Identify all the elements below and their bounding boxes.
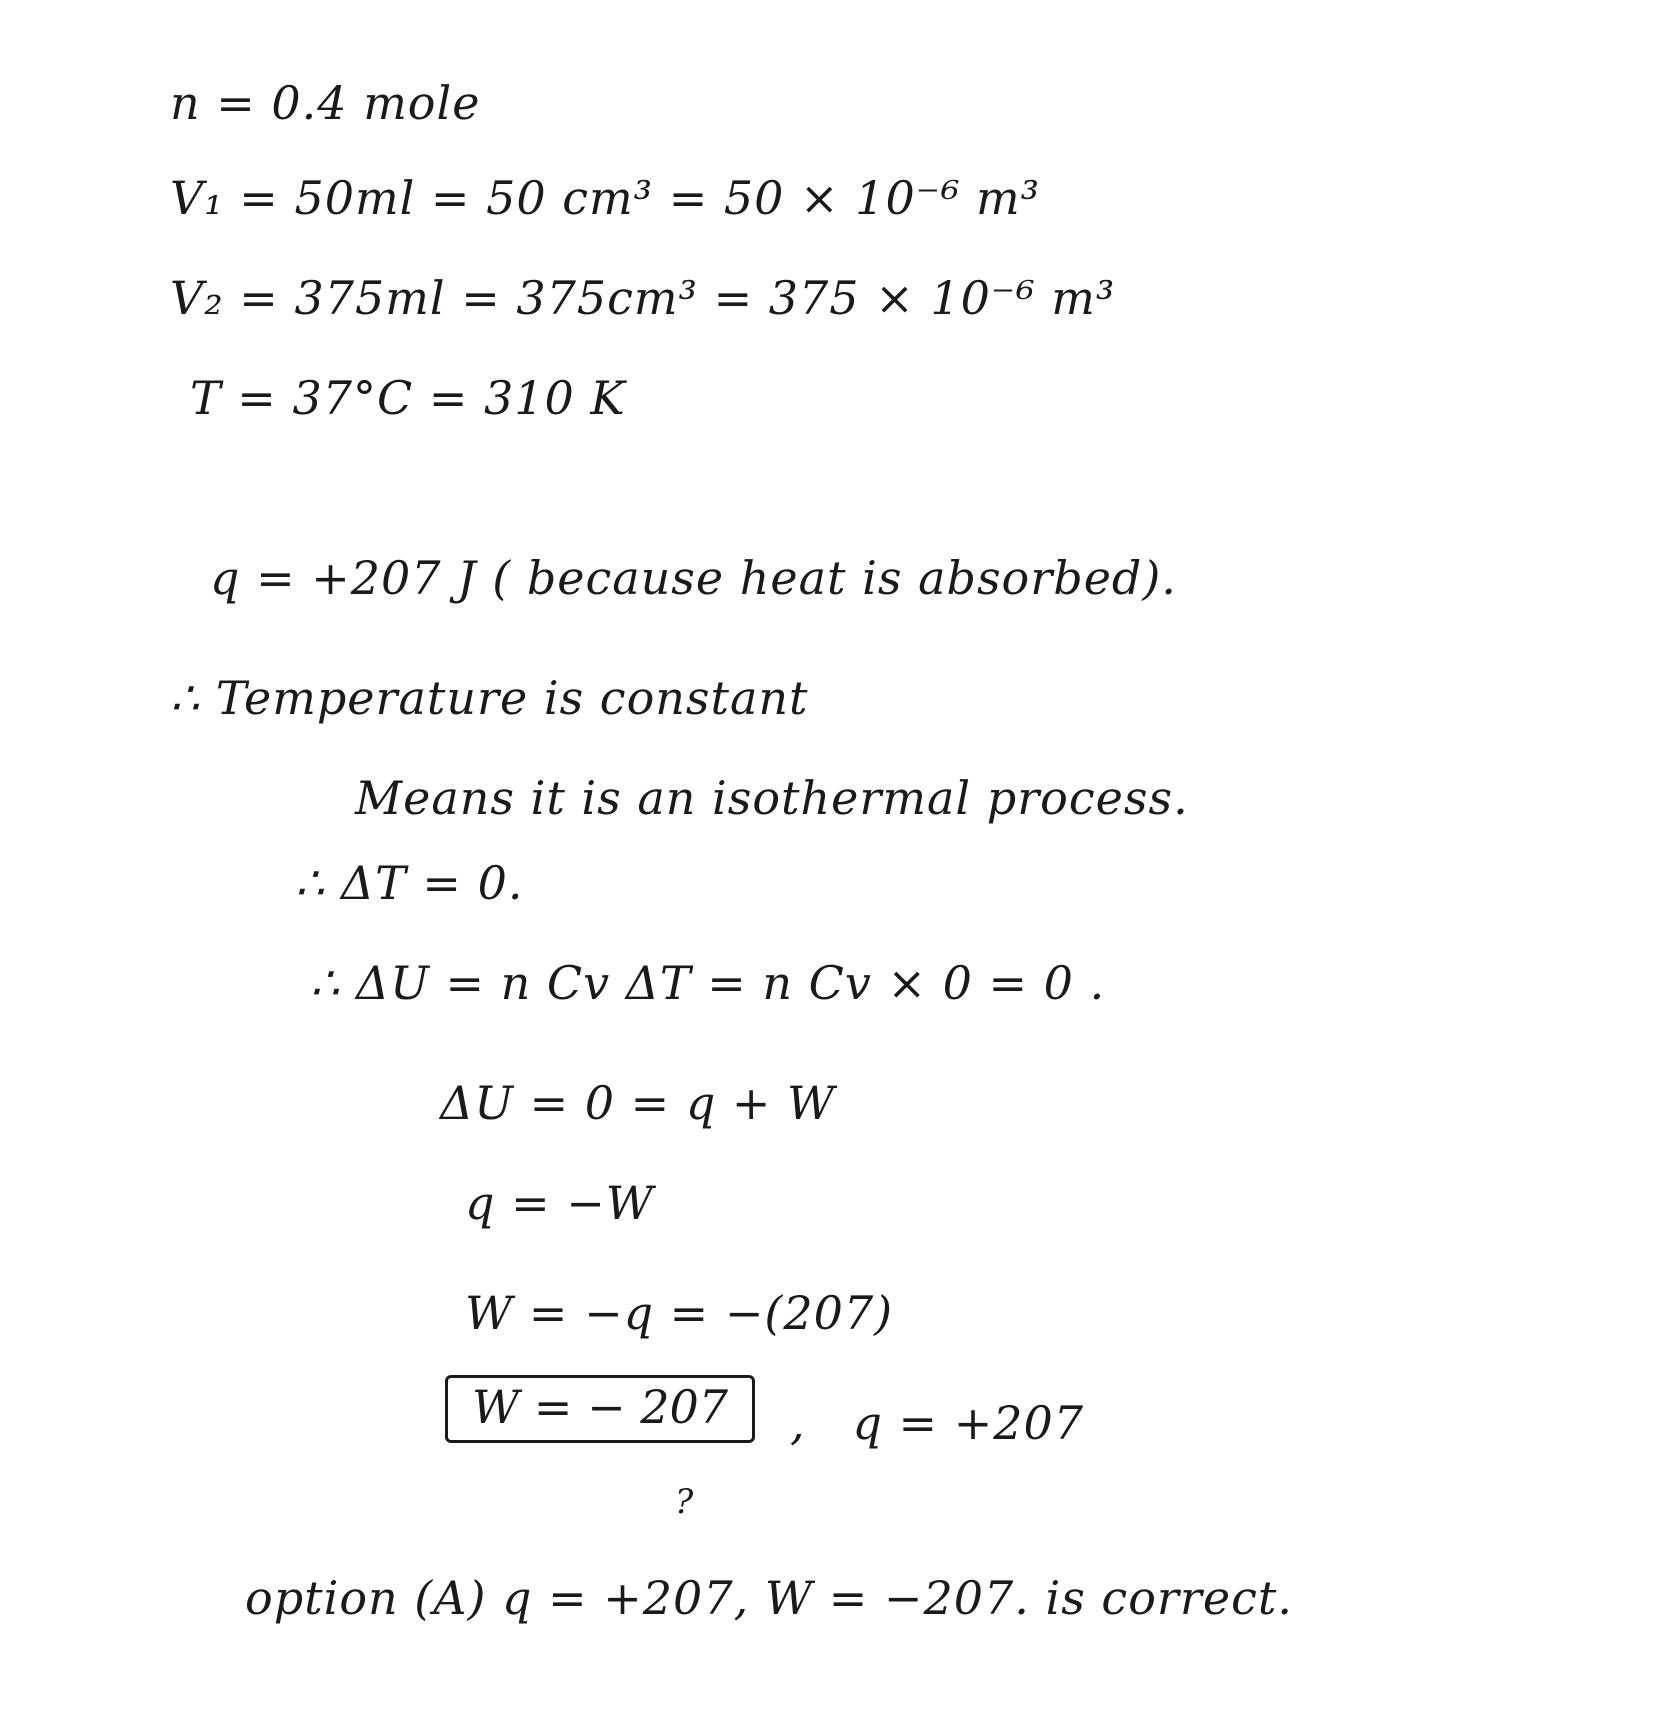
given-moles: n = 0.4 mole [170, 76, 481, 130]
q-equals-minus-w: q = −W [465, 1176, 655, 1230]
given-final-volume: V₂ = 375ml = 375cm³ = 375 × 10⁻⁶ m³ [170, 271, 1116, 325]
conclusion-statement: option (A) q = +207, W = −207. is correct. [245, 1571, 1293, 1625]
given-temperature: T = 37°C = 310 K [190, 371, 626, 425]
isothermal-statement: Means it is an isothermal process. [355, 771, 1189, 825]
w-equals-minus-q: W = −q = −(207) [465, 1286, 894, 1340]
delta-u-expansion: ∴ ΔU = n Cv ΔT = n Cv × 0 = 0 . [310, 956, 1106, 1010]
heat-result: , q = +207 [790, 1396, 1085, 1450]
heat-statement: q = +207 J ( because heat is absorbed). [210, 551, 1177, 605]
given-initial-volume: V₁ = 50ml = 50 cm³ = 50 × 10⁻⁶ m³ [170, 171, 1041, 225]
delta-t-statement: ∴ ΔT = 0. [295, 856, 524, 910]
stray-mark: ? [675, 1482, 694, 1522]
temperature-constant-statement: ∴ Temperature is constant [170, 671, 809, 725]
boxed-work-result: W = − 207 [445, 1375, 755, 1443]
first-law-equation: ΔU = 0 = q + W [440, 1076, 836, 1130]
